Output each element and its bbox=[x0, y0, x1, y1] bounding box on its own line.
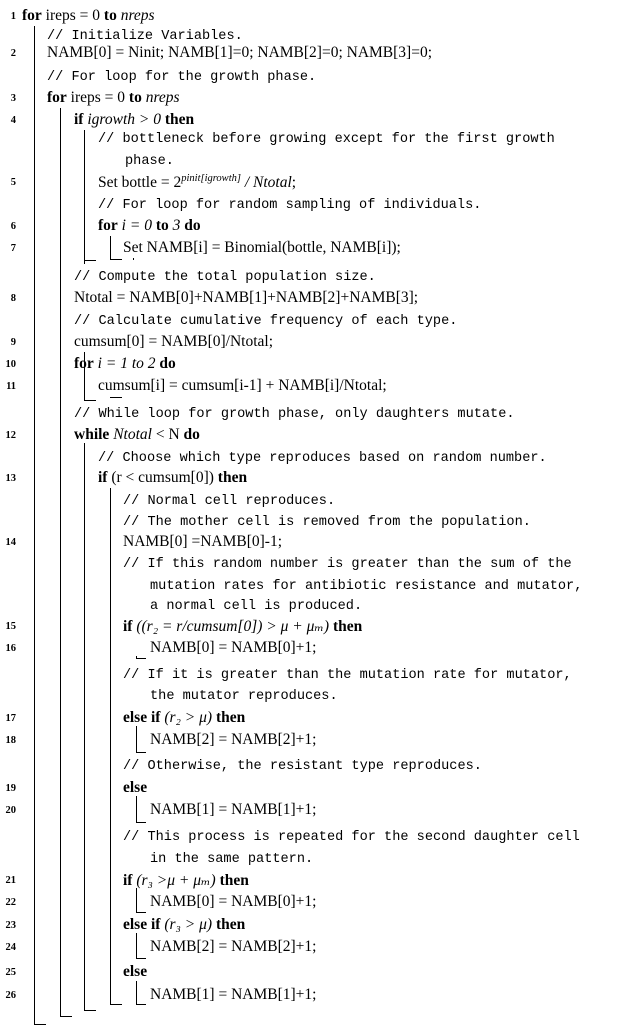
comment-text: // While loop for growth phase, only daughters mutate. bbox=[74, 407, 515, 422]
line-code bbox=[150, 731, 316, 749]
line-number: 25 bbox=[5, 967, 16, 978]
algorithm-line bbox=[0, 532, 618, 554]
line-number: 21 bbox=[5, 875, 16, 886]
line-code bbox=[98, 195, 481, 213]
line-number: 3 bbox=[10, 93, 16, 104]
line-code bbox=[47, 26, 243, 44]
line-number: 23 bbox=[5, 920, 16, 931]
algorithm-line bbox=[0, 595, 618, 617]
algorithm-line bbox=[0, 490, 618, 512]
line-code bbox=[150, 686, 338, 704]
code-token: NAMB[0] =NAMB[0]-1; bbox=[123, 533, 282, 550]
algorithm-line bbox=[0, 575, 618, 597]
line-number: 19 bbox=[5, 783, 16, 794]
algorithm-line bbox=[0, 376, 618, 398]
line-number: 22 bbox=[5, 897, 16, 908]
comment-text: // This process is repeated for the second daughter cell bbox=[123, 830, 580, 845]
comment-text: // Otherwise, the resistant type reproduces. bbox=[123, 759, 482, 774]
keyword: else if bbox=[123, 709, 161, 726]
line-code bbox=[150, 576, 582, 594]
algorithm-line bbox=[0, 425, 618, 447]
line-code bbox=[150, 986, 316, 1004]
code-token: pinit[igrowth] bbox=[181, 173, 241, 184]
algorithm-line bbox=[0, 43, 618, 65]
comment-text: phase. bbox=[125, 154, 174, 169]
algorithm-line bbox=[0, 848, 618, 870]
line-code bbox=[74, 267, 376, 285]
line-code bbox=[98, 217, 201, 235]
keyword: if bbox=[74, 111, 84, 128]
line-code bbox=[98, 469, 247, 487]
code-token: Ntotal bbox=[109, 426, 152, 443]
line-code bbox=[123, 827, 580, 845]
line-number: 17 bbox=[5, 713, 16, 724]
algorithm-line bbox=[0, 332, 618, 354]
code-token: ireps = 0 bbox=[41, 7, 104, 24]
comment-text: // The mother cell is removed from the population. bbox=[123, 515, 531, 530]
line-code bbox=[123, 554, 572, 572]
comment-text: the mutator reproduces. bbox=[150, 689, 338, 704]
code-token: i = 1 to 2 bbox=[93, 355, 156, 372]
block-end-tick bbox=[136, 822, 146, 823]
code-token: (r₃ >μ + μₘ) bbox=[132, 872, 216, 889]
comment-text: // If it is greater than the mutation rate for mutator, bbox=[123, 668, 572, 683]
block-end-tick bbox=[84, 400, 96, 401]
algorithm-line bbox=[0, 708, 618, 730]
code-token: cumsum[i] = cumsum[i-1] + NAMB[i]/Ntotal; bbox=[98, 377, 387, 394]
code-token: cumsum[0] = NAMB[0]/Ntotal; bbox=[74, 333, 274, 350]
keyword: for bbox=[47, 89, 67, 106]
algorithm-line bbox=[0, 310, 618, 332]
comment-text: // bottleneck before growing except for the first growth bbox=[98, 132, 555, 147]
code-token: ((r₂ = r/cumsum[0]) > μ + μₘ) bbox=[132, 618, 330, 635]
line-number: 15 bbox=[5, 621, 16, 632]
line-number: 9 bbox=[10, 337, 16, 348]
keyword: then bbox=[215, 872, 249, 889]
line-number: 1 bbox=[10, 11, 16, 22]
code-token: NAMB[2] = NAMB[2]+1; bbox=[150, 938, 317, 955]
algorithm-line bbox=[0, 553, 618, 575]
keyword: to bbox=[151, 217, 169, 234]
line-code bbox=[150, 893, 316, 911]
comment-text: // If this random number is greater than the sum of the bbox=[123, 557, 572, 572]
algorithm-line bbox=[0, 288, 618, 310]
comment-text: // Compute the total population size. bbox=[74, 270, 376, 285]
code-token: nreps bbox=[141, 89, 180, 106]
algorithm-line bbox=[0, 66, 618, 88]
algorithm-line bbox=[0, 638, 618, 660]
code-token: nreps bbox=[116, 7, 155, 24]
line-number: 2 bbox=[10, 48, 16, 59]
code-token: 3 bbox=[168, 217, 181, 234]
line-code bbox=[123, 709, 245, 727]
algorithm-line bbox=[0, 730, 618, 752]
comment-text: // For loop for the growth phase. bbox=[47, 70, 317, 85]
line-number: 20 bbox=[5, 805, 16, 816]
line-code bbox=[123, 756, 482, 774]
line-code bbox=[123, 239, 401, 257]
code-token: NAMB[0] = NAMB[0]+1; bbox=[150, 893, 317, 910]
algorithm-line bbox=[0, 354, 618, 376]
code-token: NAMB[0] = Ninit; NAMB[1]=0; NAMB[2]=0; NAMB[3]=0; bbox=[47, 44, 433, 61]
code-token: Ntotal = NAMB[0]+NAMB[1]+NAMB[2]+NAMB[3]; bbox=[74, 289, 419, 306]
line-code bbox=[123, 871, 249, 890]
algorithm-line bbox=[0, 937, 618, 959]
line-number: 4 bbox=[10, 115, 16, 126]
code-token: NAMB[1] = NAMB[1]+1; bbox=[150, 801, 317, 818]
comment-text: // Initialize Variables. bbox=[47, 29, 243, 44]
line-code bbox=[74, 289, 418, 307]
code-token: ; bbox=[291, 174, 297, 192]
line-code bbox=[47, 44, 432, 62]
line-code bbox=[123, 665, 572, 683]
comment-text: a normal cell is produced. bbox=[150, 599, 363, 614]
line-code bbox=[98, 129, 555, 147]
algorithm-line bbox=[0, 403, 618, 425]
keyword: then bbox=[217, 469, 248, 486]
keyword: else if bbox=[123, 916, 161, 933]
line-code bbox=[150, 639, 316, 657]
algorithm-line bbox=[0, 915, 618, 937]
line-code bbox=[47, 67, 316, 85]
algorithm-line bbox=[0, 826, 618, 848]
line-code bbox=[150, 596, 362, 614]
line-code bbox=[74, 333, 273, 351]
line-code bbox=[123, 533, 282, 551]
keyword: if bbox=[123, 618, 133, 635]
keyword: while bbox=[74, 426, 110, 443]
algorithm-line bbox=[0, 172, 618, 194]
line-number: 13 bbox=[5, 473, 16, 484]
algorithm-line bbox=[0, 870, 618, 892]
line-code bbox=[98, 448, 547, 466]
code-token: (r₃ > μ) bbox=[160, 916, 213, 933]
algorithm-line bbox=[0, 511, 618, 533]
line-code bbox=[74, 111, 194, 129]
line-number: 7 bbox=[10, 243, 16, 254]
code-token: NAMB[2] = NAMB[2]+1; bbox=[150, 731, 317, 748]
line-code bbox=[47, 89, 180, 107]
block-end-tick bbox=[34, 1024, 46, 1025]
line-code bbox=[150, 801, 316, 819]
algorithm-line bbox=[0, 216, 618, 238]
keyword: for bbox=[98, 217, 118, 234]
block-end-tick bbox=[60, 1016, 72, 1017]
keyword: do bbox=[155, 355, 176, 372]
keyword: do bbox=[180, 217, 201, 234]
line-number: 6 bbox=[10, 221, 16, 232]
keyword: then bbox=[329, 618, 363, 635]
line-number: 14 bbox=[5, 537, 16, 548]
line-code bbox=[74, 311, 457, 329]
comment-text: // Choose which type reproduces based on random number. bbox=[98, 451, 547, 466]
keyword: for bbox=[22, 7, 42, 24]
keyword: then bbox=[212, 709, 246, 726]
line-code bbox=[123, 916, 245, 934]
line-code bbox=[74, 404, 515, 422]
keyword: if bbox=[98, 469, 108, 486]
algorithm-line bbox=[0, 447, 618, 469]
algorithm-line bbox=[0, 755, 618, 777]
algorithm-line bbox=[0, 266, 618, 288]
keyword: for bbox=[74, 355, 94, 372]
keyword: then bbox=[160, 111, 195, 128]
keyword: then bbox=[212, 916, 246, 933]
comment-text: // Calculate cumulative frequency of each type. bbox=[74, 314, 458, 329]
algorithm-line bbox=[0, 778, 618, 800]
algorithm-line bbox=[0, 194, 618, 216]
algorithm-line bbox=[0, 468, 618, 490]
comment-text: mutation rates for antibiotic resistance and mutator, bbox=[150, 579, 583, 594]
line-code bbox=[150, 849, 313, 867]
keyword: do bbox=[183, 426, 200, 443]
block-end-tick bbox=[136, 752, 146, 753]
keyword: else bbox=[123, 779, 148, 796]
line-code bbox=[123, 617, 362, 636]
algorithm-line bbox=[0, 985, 618, 1007]
block-end-tick bbox=[84, 260, 96, 261]
algorithm-line bbox=[0, 685, 618, 707]
algorithm-line bbox=[0, 88, 618, 110]
algorithm-line bbox=[0, 800, 618, 822]
line-number: 8 bbox=[10, 293, 16, 304]
code-token: igrowth > 0 bbox=[83, 111, 161, 128]
keyword: to bbox=[128, 89, 142, 106]
line-number: 18 bbox=[5, 735, 16, 746]
line-code bbox=[98, 377, 387, 395]
line-number: 16 bbox=[5, 643, 16, 654]
line-code bbox=[22, 7, 155, 25]
comment-text: // Normal cell reproduces. bbox=[123, 494, 336, 509]
line-number: 11 bbox=[6, 381, 16, 392]
line-code bbox=[123, 963, 147, 981]
algorithm-line bbox=[0, 664, 618, 686]
line-code bbox=[74, 355, 176, 373]
code-token: (r₂ > μ) bbox=[160, 709, 213, 726]
line-code bbox=[123, 779, 147, 797]
code-token: ireps = 0 bbox=[66, 89, 129, 106]
keyword: if bbox=[123, 872, 133, 889]
code-token: NAMB[1] = NAMB[1]+1; bbox=[150, 986, 317, 1003]
algorithm-line bbox=[0, 616, 618, 638]
line-number: 10 bbox=[5, 359, 16, 370]
comment-text: in the same pattern. bbox=[150, 852, 314, 867]
block-end-tick bbox=[84, 1010, 96, 1011]
comment-text: // For loop for random sampling of individuals. bbox=[98, 198, 482, 213]
line-number: 5 bbox=[10, 177, 16, 188]
code-token: / Ntotal bbox=[240, 174, 292, 192]
line-number: 26 bbox=[5, 990, 16, 1001]
line-code bbox=[123, 491, 335, 509]
algorithm-line bbox=[0, 238, 618, 260]
algorithm-line bbox=[0, 150, 618, 172]
line-code bbox=[150, 938, 316, 956]
code-token: (r < cumsum[0]) bbox=[107, 469, 218, 486]
line-code bbox=[125, 151, 174, 169]
code-token: i = 0 bbox=[117, 217, 152, 234]
code-token: < N bbox=[151, 426, 184, 443]
code-token: Set NAMB[i] = Binomial(bottle, NAMB[i]); bbox=[123, 239, 401, 256]
algorithm-line bbox=[0, 128, 618, 150]
line-number: 12 bbox=[5, 430, 16, 441]
line-code bbox=[123, 512, 531, 530]
line-code bbox=[98, 173, 296, 192]
keyword: to bbox=[103, 7, 117, 24]
keyword: else bbox=[123, 963, 148, 980]
algorithm-line bbox=[0, 892, 618, 914]
algorithm-line bbox=[0, 962, 618, 984]
code-token: Set bottle = 2 bbox=[98, 174, 182, 192]
code-token: NAMB[0] = NAMB[0]+1; bbox=[150, 639, 317, 656]
line-number: 24 bbox=[5, 942, 16, 953]
line-code bbox=[74, 426, 200, 444]
